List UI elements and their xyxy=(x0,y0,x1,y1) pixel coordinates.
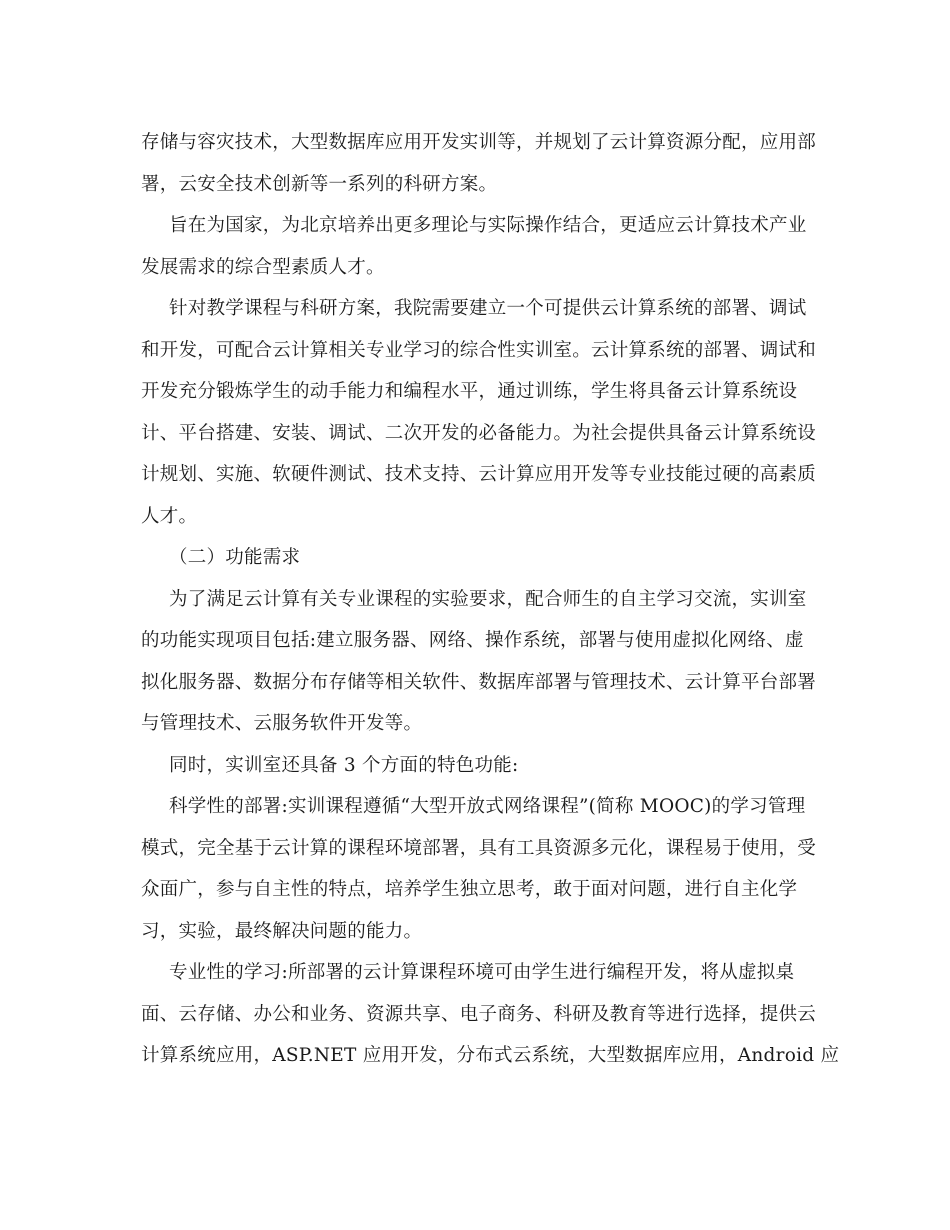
text-line: 与管理技术、云服务软件开发等。 xyxy=(141,713,423,734)
section-heading: （二）功能需求 xyxy=(169,547,301,568)
text-line: 计、平台搭建、安装、调试、二次开发的必备能力。为社会提供具备云计算系统设 xyxy=(141,422,817,444)
text-line: 专业性的学习:所部署的云计算课程环境可由学生进行编程开发，将从虚拟桌 xyxy=(169,962,795,983)
text-line: 和开发，可配合云计算相关专业学习的综合性实训室。云计算系统的部署、调试和 xyxy=(141,339,817,361)
text-line: 发展需求的综合型素质人才。 xyxy=(141,256,385,278)
text-line: 针对教学课程与科研方案，我院需要建立一个可提供云计算系统的部署、调试 xyxy=(169,298,807,319)
text-line: 科学性的部署:实训课程遵循“大型开放式网络课程”(简称 MOOC)的学习管理 xyxy=(169,796,806,817)
text-line: 为了满足云计算有关专业课程的实验要求，配合师生的自主学习交流，实训室 xyxy=(169,588,807,610)
text-line: 面、云存储、办公和业务、资源共享、电子商务、科研及教育等进行选择，提供云 xyxy=(141,1003,817,1025)
text-line: 众面广，参与自主性的特点，培养学生独立思考，敢于面对问题，进行自主化学 xyxy=(141,879,798,900)
text-line: 署，云安全技术创新等一系列的科研方案。 xyxy=(141,173,498,195)
text-line: 计算系统应用，ASP.NET 应用开发，分布式云系统，大型数据库应用，Android 应 xyxy=(141,1045,840,1066)
text-line: 拟化服务器、数据分布存储等相关软件、数据库部署与管理技术、云计算平台部署 xyxy=(141,671,817,693)
body-text xyxy=(141,122,840,1077)
text-line: 旨在为国家，为北京培养出更多理论与实际操作结合，更适应云计算技术产业 xyxy=(169,215,807,236)
text-line: 人才。 xyxy=(141,505,198,527)
text-line: 计规划、实施、软硬件测试、技术支持、云计算应用开发等专业技能过硬的高素质 xyxy=(141,464,817,485)
text-line: 同时，实训室还具备 3 个方面的特色功能: xyxy=(169,754,519,776)
text-line: 的功能实现项目包括:建立服务器、网络、操作系统，部署与使用虚拟化网络、虚 xyxy=(141,630,804,651)
text-line: 习，实验，最终解决问题的能力。 xyxy=(141,920,423,942)
text-line: 开发充分锻炼学生的动手能力和编程水平，通过训练，学生将具备云计算系统设 xyxy=(141,381,798,402)
text-line: 模式，完全基于云计算的课程环境部署，具有工具资源多元化，课程易于使用，受 xyxy=(141,837,817,859)
text-line: 存储与容灾技术，大型数据库应用开发实训等，并规划了云计算资源分配，应用部 xyxy=(141,132,817,153)
